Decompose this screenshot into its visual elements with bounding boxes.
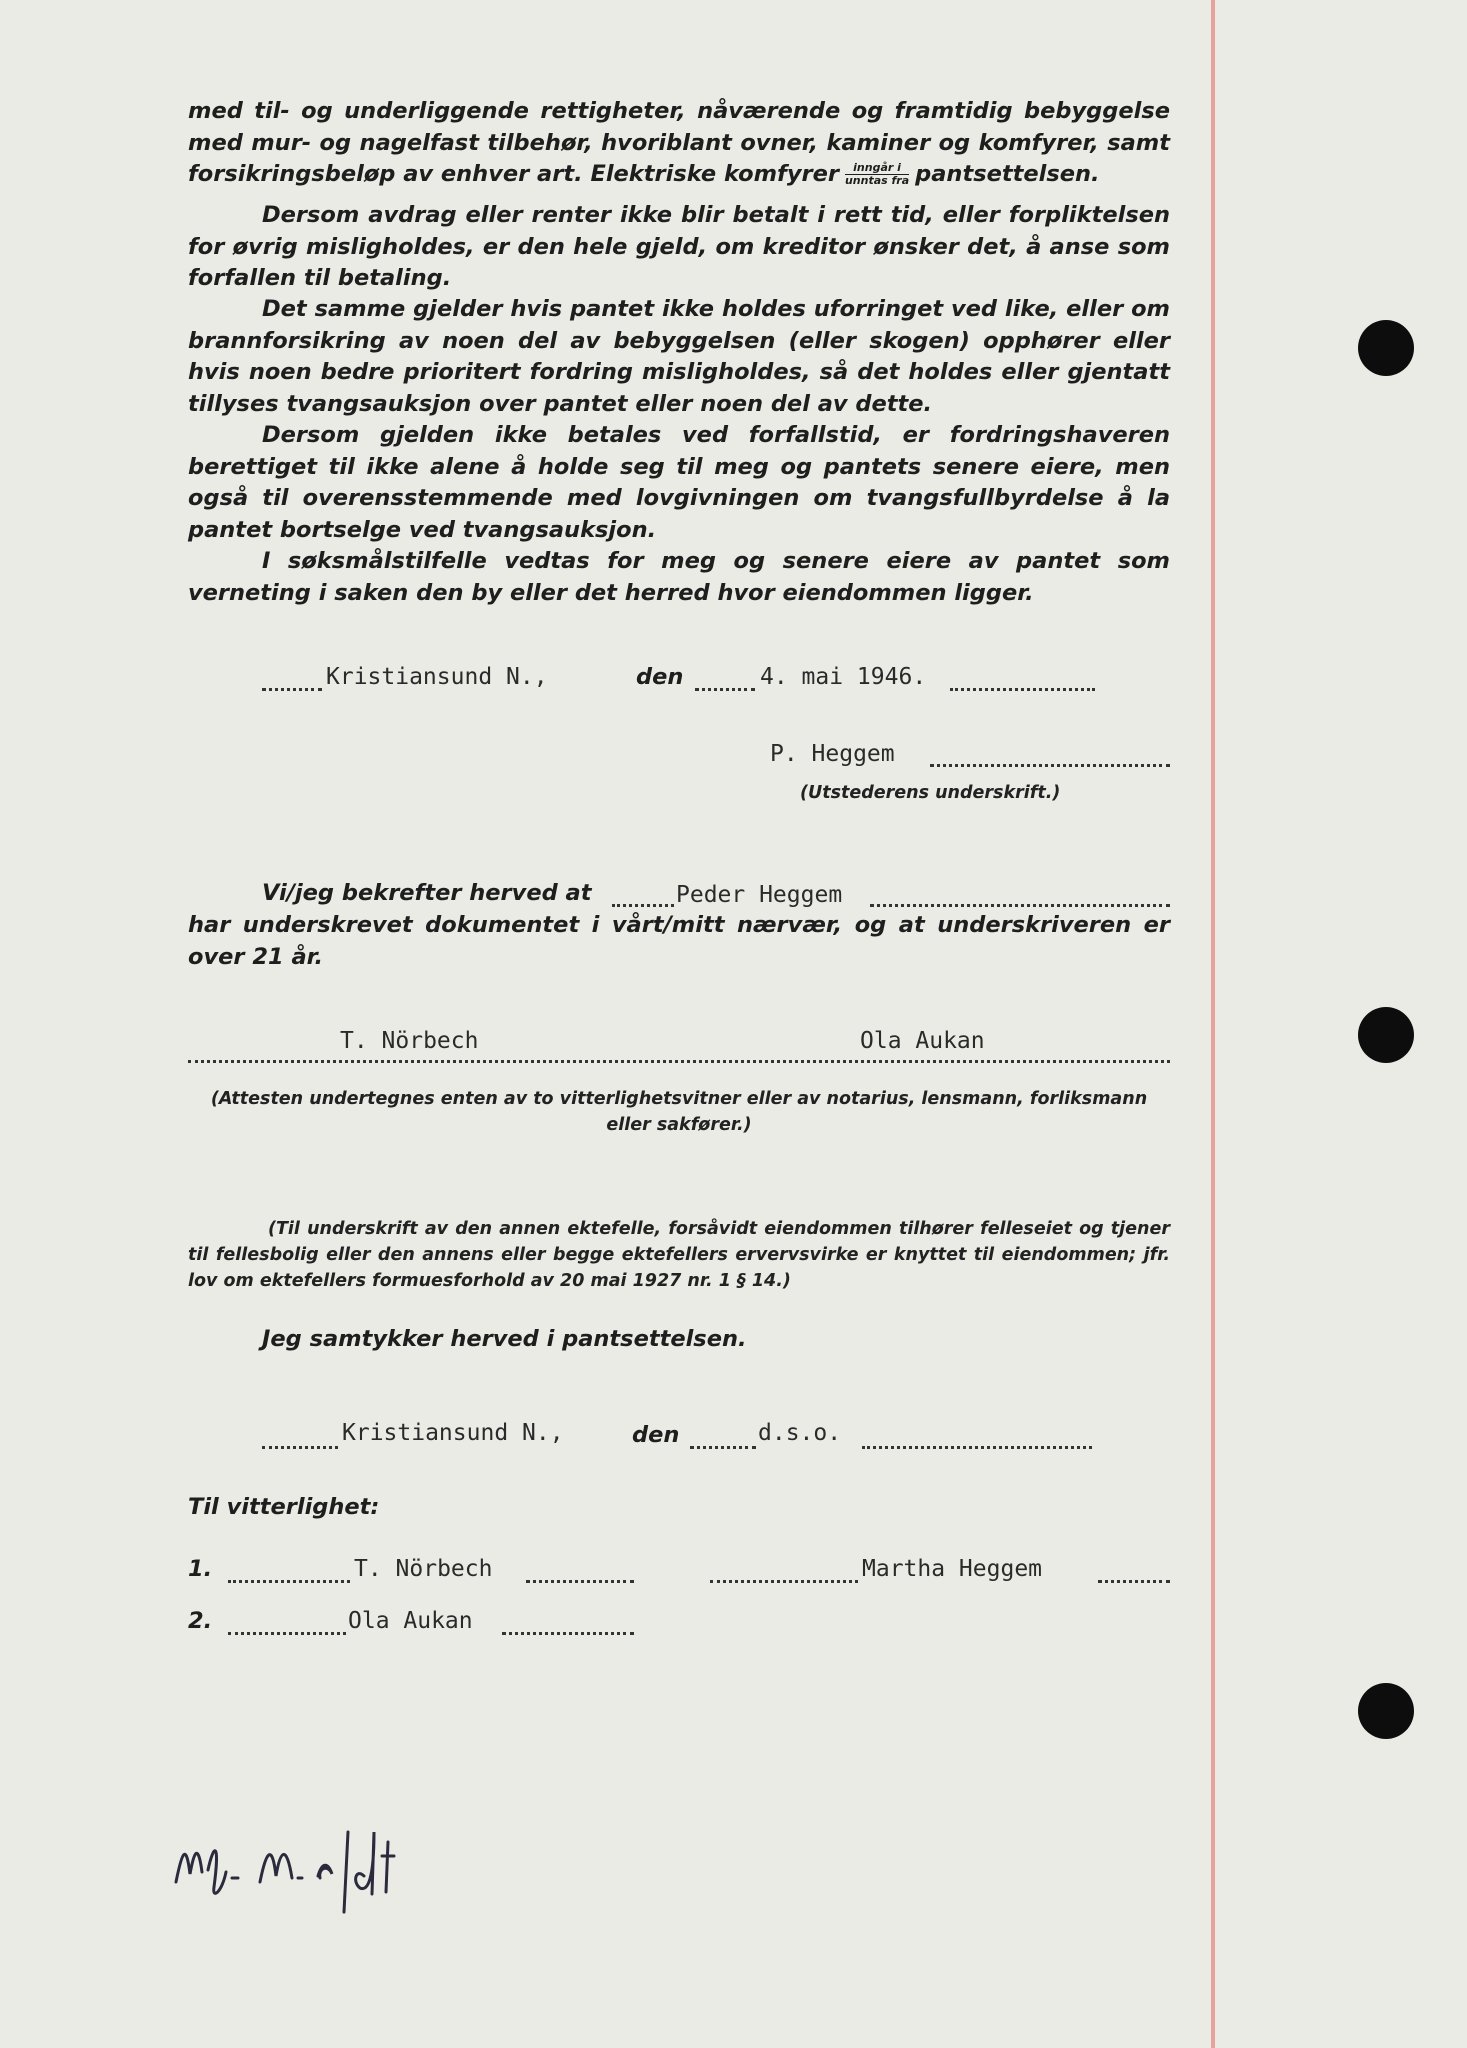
- confirmation-name: Peder Heggem: [676, 882, 843, 908]
- witness-right: Ola Aukan: [860, 1028, 985, 1054]
- issuer-signature: P. Heggem: [770, 741, 895, 767]
- dotted-line: [262, 688, 322, 691]
- den-label-1: den: [636, 664, 684, 690]
- dotted-line: [262, 1446, 338, 1449]
- dotted-line: [695, 688, 755, 691]
- date-1: 4. mai 1946.: [760, 664, 927, 690]
- place-1: Kristiansund N.,: [326, 664, 548, 690]
- binder-hole: [1358, 1007, 1414, 1063]
- dotted-line: [188, 1060, 1170, 1063]
- margin-rule: [1211, 0, 1215, 2048]
- witness-row-right: Martha Heggem: [862, 1556, 1043, 1582]
- witness-row-left: Ola Aukan: [348, 1608, 473, 1634]
- paragraph-rights: med til- og underliggende rettigheter, nåværende og framtidig bebyggelse med mur- og nagelfast tilbehør, hvoriblant ovner, kaminer og komfyrer, samt forsikringsbeløp av enhver art. Elektriske komfyrer $\frac{\text{inngår i}}{\text{unntas fra}}$ pantsettelsen.: [188, 98, 1170, 187]
- dotted-line: [612, 904, 674, 907]
- den-label-2: den: [632, 1422, 680, 1448]
- binder-hole: [1358, 1683, 1414, 1739]
- date-2: d.s.o.: [758, 1420, 842, 1446]
- dotted-line: [228, 1580, 350, 1583]
- paragraph-condition: Det samme gjelder hvis pantet ikke holdes uforringet ved like, eller om brannforsikring av noen del av bebyggelsen (eller skogen) opphører eller hvis noen bedre prioritert fordring misligholdes, så det holdes eller gjentatt tillyses tvangsauksjon over pantet eller noen del av dette.: [188, 296, 1170, 417]
- confirmation-text: har underskrevet dokumentet i vårt/mitt nærvær, og at underskriveren er over 21 år.: [188, 912, 1170, 970]
- witness-row-number: 1.: [188, 1556, 213, 1582]
- dotted-line: [502, 1632, 634, 1635]
- paragraph-enforcement: Dersom gjelden ikke betales ved forfallstid, er fordringshaveren berettiget til ikke alene å holde seg til meg og pantets senere eiere, men også til overensstemmende med lovgivningen om tvangsfullbyrdelse å la pantet bortselge ved tvangsauksjon.: [188, 422, 1170, 543]
- dotted-line: [870, 904, 1170, 907]
- binder-hole: [1358, 320, 1414, 376]
- handwritten-note: [168, 1812, 428, 1922]
- fraction-choice: $\frac{\text{inngår i}}{\text{unntas fra}}$: [844, 161, 910, 187]
- paragraph-default: Dersom avdrag eller renter ikke blir betalt i rett tid, eller forpliktelsen for øvrig misligholdes, er den hele gjeld, om kreditor ønsker det, å anse som forfallen til betaling.: [188, 202, 1170, 291]
- paragraph-venue: I søksmålstilfelle vedtas for meg og senere eiere av pantet som verneting i saken den by eller det herred hvor eiendommen ligger.: [188, 548, 1170, 606]
- place-2: Kristiansund N.,: [342, 1420, 564, 1446]
- consent-text: Jeg samtykker herved i pantsettelsen.: [262, 1326, 747, 1352]
- dotted-line: [862, 1446, 1092, 1449]
- confirmation-prefix: Vi/jeg bekrefter herved at: [262, 880, 592, 906]
- witness-row-left: T. Nörbech: [354, 1556, 493, 1582]
- issuer-caption: (Utstederens underskrift.): [800, 783, 1061, 803]
- dotted-line: [950, 688, 1095, 691]
- dotted-line: [710, 1580, 858, 1583]
- dotted-line: [526, 1580, 634, 1583]
- dotted-line: [228, 1632, 346, 1635]
- dotted-line: [690, 1446, 756, 1449]
- dotted-line: [1098, 1580, 1170, 1583]
- attest-note: (Attesten undertegnes enten av to vitterlighetsvitner eller av notarius, lensmann, forliksmann eller sakfører.): [210, 1089, 1148, 1135]
- spouse-note: (Til underskrift av den annen ektefelle, forsåvidt eiendommen tilhører felleseiet og tjener til fellesbolig eller den annens eller begge ektefellers ervervsvirke er knyttet til eiendommen; jfr. lov om ektefellers formuesforhold av 20 mai 1927 nr. 1 § 14.): [188, 1219, 1170, 1291]
- witness-left: T. Nörbech: [340, 1028, 479, 1054]
- witness-row-number: 2.: [188, 1608, 213, 1634]
- dotted-line: [930, 764, 1170, 767]
- vitterlighet-label: Til vitterlighet:: [188, 1494, 380, 1520]
